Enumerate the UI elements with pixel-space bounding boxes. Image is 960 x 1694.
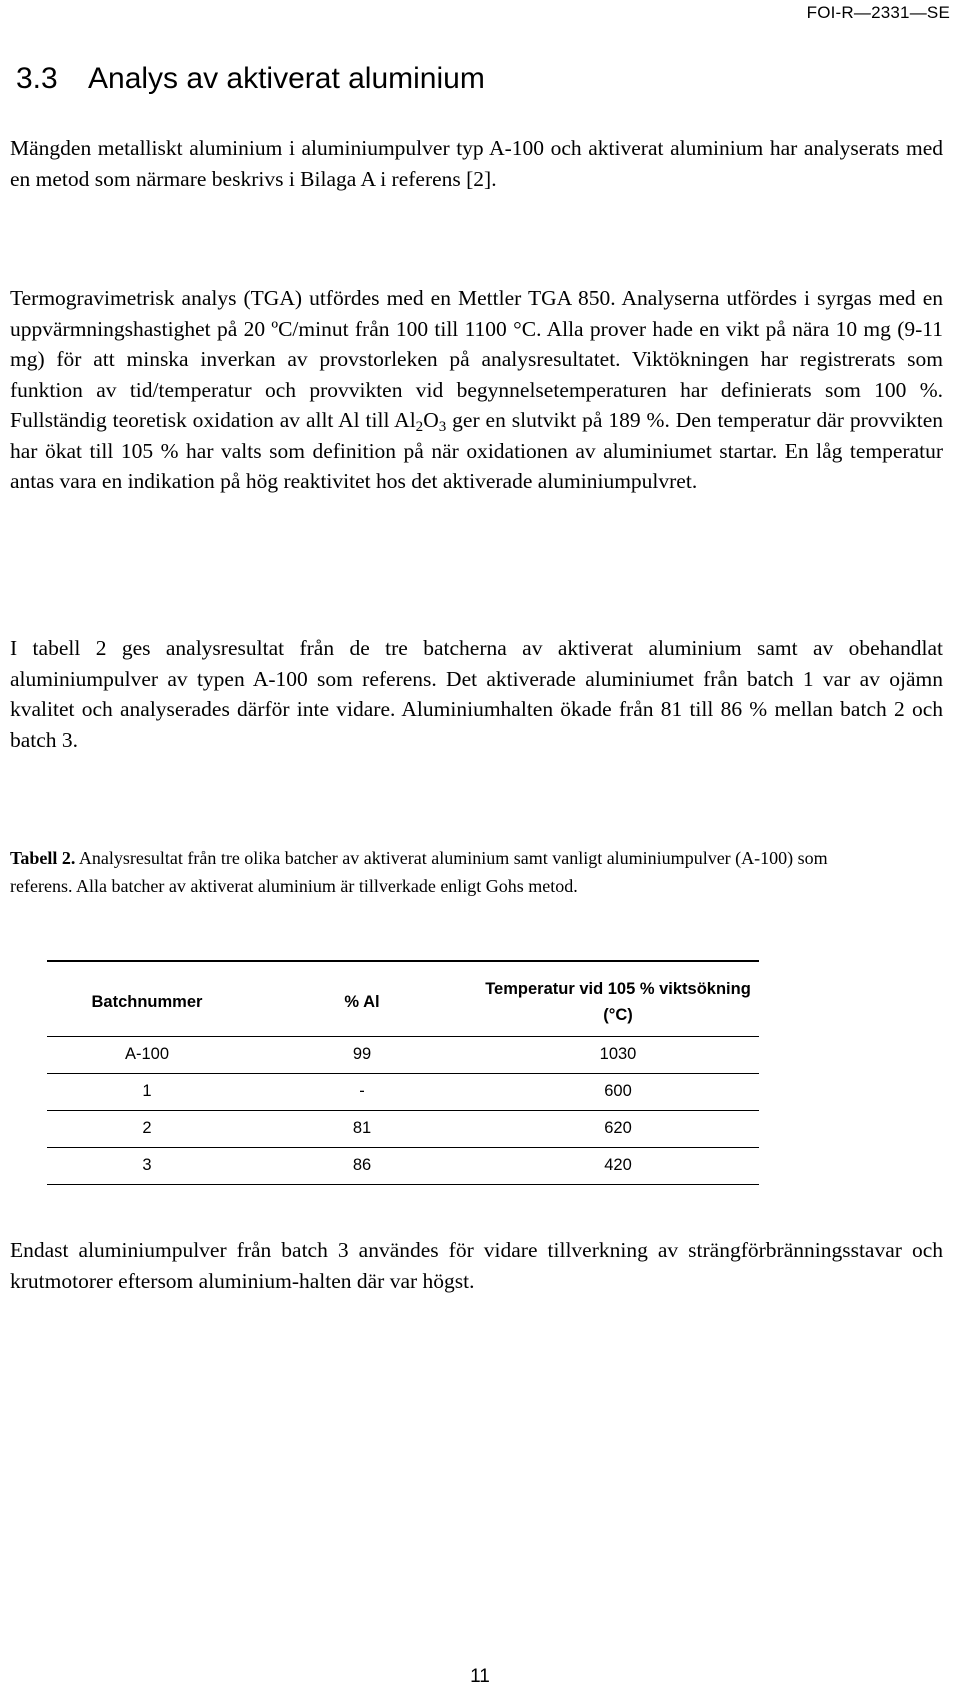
header-temperature: Temperatur vid 105 % viktsökning (°C) [477, 961, 759, 1036]
table-row [47, 1036, 759, 1073]
header-batchnummer: Batchnummer [47, 961, 247, 1036]
cell-temperature: 420 [477, 1147, 759, 1184]
cell-al: 86 [247, 1147, 477, 1184]
paragraph-tga-text-1: Termogravimetrisk analys (TGA) utfördes med en Mettler TGA 850. Analyserna utfördes i syrgas med en uppvärmningshastighet på 20 ºC/minut från 100 till 1100 °C. Alla prover hade en vikt på nära 10 mg (9-11 mg) för att minska inverkan av provstorleken på analysresultatet. Viktökningen har registrerats som funktion av tid/temperatur och provvikten vid begynnelsetemperaturen har definierats som 100 %. Fullständig teoretisk oxidation av allt Al till [10, 286, 943, 432]
table-header-row [47, 961, 759, 1036]
section-title: Analys av aktiverat aluminium [88, 62, 485, 95]
results-table [47, 960, 759, 1185]
paragraph-method: Mängden metalliskt aluminium i aluminiumpulver typ A-100 och aktiverat aluminium har analyserats med en metod som närmare beskrivs i Bilaga A i referens [2]. [10, 136, 943, 191]
cell-temperature: 620 [477, 1110, 759, 1147]
table-row [47, 1147, 759, 1184]
cell-temperature: 1030 [477, 1036, 759, 1073]
page-number: 11 [470, 1666, 490, 1687]
cell-al: 99 [247, 1036, 477, 1073]
table-caption-text: Analysresultat från tre olika batcher av aktiverat aluminium samt vanligt aluminiumpulver (A-100) som referens. Alla batcher av aktiverat aluminium är tillverkade enligt Gohs metod. [10, 848, 828, 896]
table-caption-label: Tabell 2. [10, 848, 76, 868]
cell-batch: A-100 [47, 1036, 247, 1073]
formula-sub-3: 3 [438, 418, 447, 435]
formula-al2o3 [394, 408, 447, 435]
paragraph-results: I tabell 2 ges analysresultat från de tre batcherna av aktiverat aluminium samt av obehandlat aluminiumpulver av typen A-100 som referens. Det aktiverade aluminiumet från batch 1 var av ojämn kvalitet och analyserades därför inte vidare. Aluminiumhalten ökade från 81 till 86 % mellan batch 2 och batch 3. [10, 636, 943, 752]
formula-o: O [423, 408, 439, 432]
cell-batch: 1 [47, 1073, 247, 1110]
table-row [47, 1110, 759, 1147]
cell-al: 81 [247, 1110, 477, 1147]
report-code: FOI-R—2331—SE [806, 3, 950, 22]
section-heading [16, 62, 485, 96]
cell-batch: 3 [47, 1147, 247, 1184]
paragraph-tga [10, 283, 943, 497]
formula-sub-2: 2 [415, 418, 424, 435]
cell-al: - [247, 1073, 477, 1110]
cell-batch: 2 [47, 1110, 247, 1147]
table-row [47, 1073, 759, 1110]
section-number: 3.3 [16, 62, 58, 95]
cell-temperature: 600 [477, 1073, 759, 1110]
paragraph-conclusion: Endast aluminiumpulver från batch 3 användes för vidare tillverkning av strängförbränningsstavar och krutmotorer eftersom aluminium-halten där var högst. [10, 1238, 943, 1293]
table-caption [10, 844, 880, 900]
paragraph-tga-text-2: ger en slutvikt på 189 %. Den temperatur där provvikten har ökat till 105 % har valts som definition på när oxidationen av aluminiumet startar. En låg temperatur antas vara en indikation på hög reaktivitet hos det aktiverade aluminiumpulvret. [10, 408, 943, 493]
formula-al: Al [394, 408, 416, 432]
header-al-percent: % Al [247, 961, 477, 1036]
